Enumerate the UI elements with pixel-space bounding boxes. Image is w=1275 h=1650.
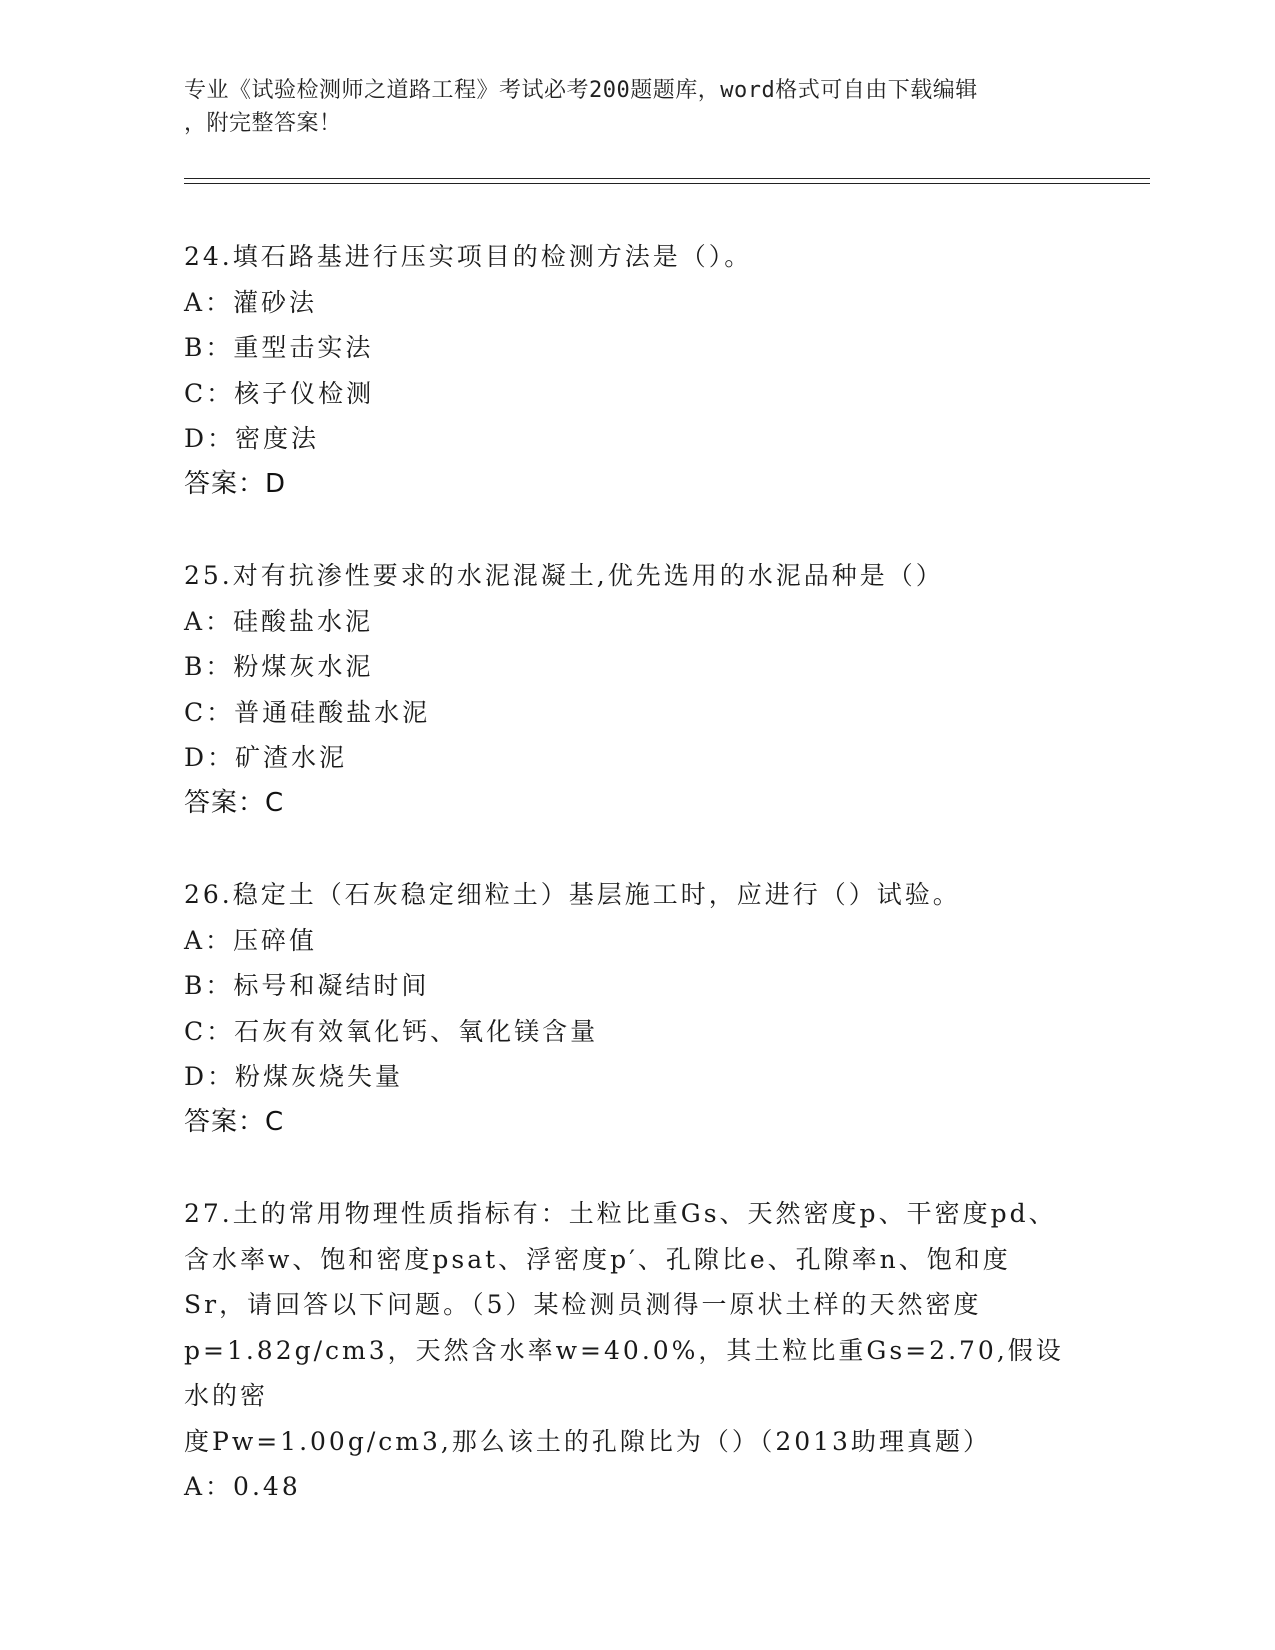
question-stem-line-1: 27.土的常用物理性质指标有：土粒比重Gs、天然密度p、干密度pd、 (184, 1199, 1057, 1228)
question-stem: 24.填石路基进行压实项目的检测方法是（）。 (184, 242, 753, 271)
question-stem: 26.稳定土（石灰稳定细粒土）基层施工时，应进行（）试验。 (184, 880, 961, 909)
document-header (184, 74, 1064, 140)
option-b: B：标号和凝结时间 (184, 971, 430, 1000)
answer: 答案：D (184, 468, 287, 499)
question-stem: 25.对有抗渗性要求的水泥混凝土,优先选用的水泥品种是（） (184, 561, 944, 590)
option-a: A：硅酸盐水泥 (184, 606, 374, 636)
option-a: A：灌砂法 (184, 287, 318, 317)
question-stem-line-5: 度Pw=1.00g/cm3,那么该土的孔隙比为（）（2013助理真题） (184, 1426, 991, 1456)
question-stem-line-3: Sr，请回答以下问题。（5）某检测员测得一原状土样的天然密度 (184, 1290, 982, 1319)
option-a: A：压碎值 (184, 925, 318, 955)
option-b: B：粉煤灰水泥 (184, 652, 374, 681)
header-title-line-1: 专业《试验检测师之道路工程》考试必考200题题库，word格式可自由下载编辑 (184, 78, 978, 103)
question-27 (184, 1191, 1064, 1510)
question-26 (184, 872, 1064, 1145)
option-c: C：石灰有效氧化钙、氧化镁含量 (184, 1016, 599, 1046)
option-c: C：普通硅酸盐水泥 (184, 697, 431, 727)
option-d: D：粉煤灰烧失量 (184, 1062, 404, 1091)
option-c: C：核子仪检测 (184, 378, 375, 408)
question-stem-line-4: p=1.82g/cm3，天然含水率w=40.0%，其土粒比重Gs=2.70,假设水的密 (184, 1335, 1064, 1410)
option-b: B：重型击实法 (184, 333, 374, 362)
question-25 (184, 553, 1064, 826)
option-d: D：密度法 (184, 424, 320, 453)
answer: 答案：C (184, 787, 285, 818)
option-a: A：0.48 (184, 1472, 301, 1501)
question-24 (184, 234, 1064, 507)
answer: 答案：C (184, 1106, 285, 1137)
header-title-line-2: ，附完整答案！ (184, 111, 342, 136)
question-stem-line-2: 含水率w、饱和密度psat、浮密度p′、孔隙比e、孔隙率n、饱和度 (184, 1244, 1011, 1274)
header-divider-bottom (184, 183, 1150, 184)
option-d: D：矿渣水泥 (184, 743, 348, 772)
header-divider-top (184, 178, 1150, 179)
